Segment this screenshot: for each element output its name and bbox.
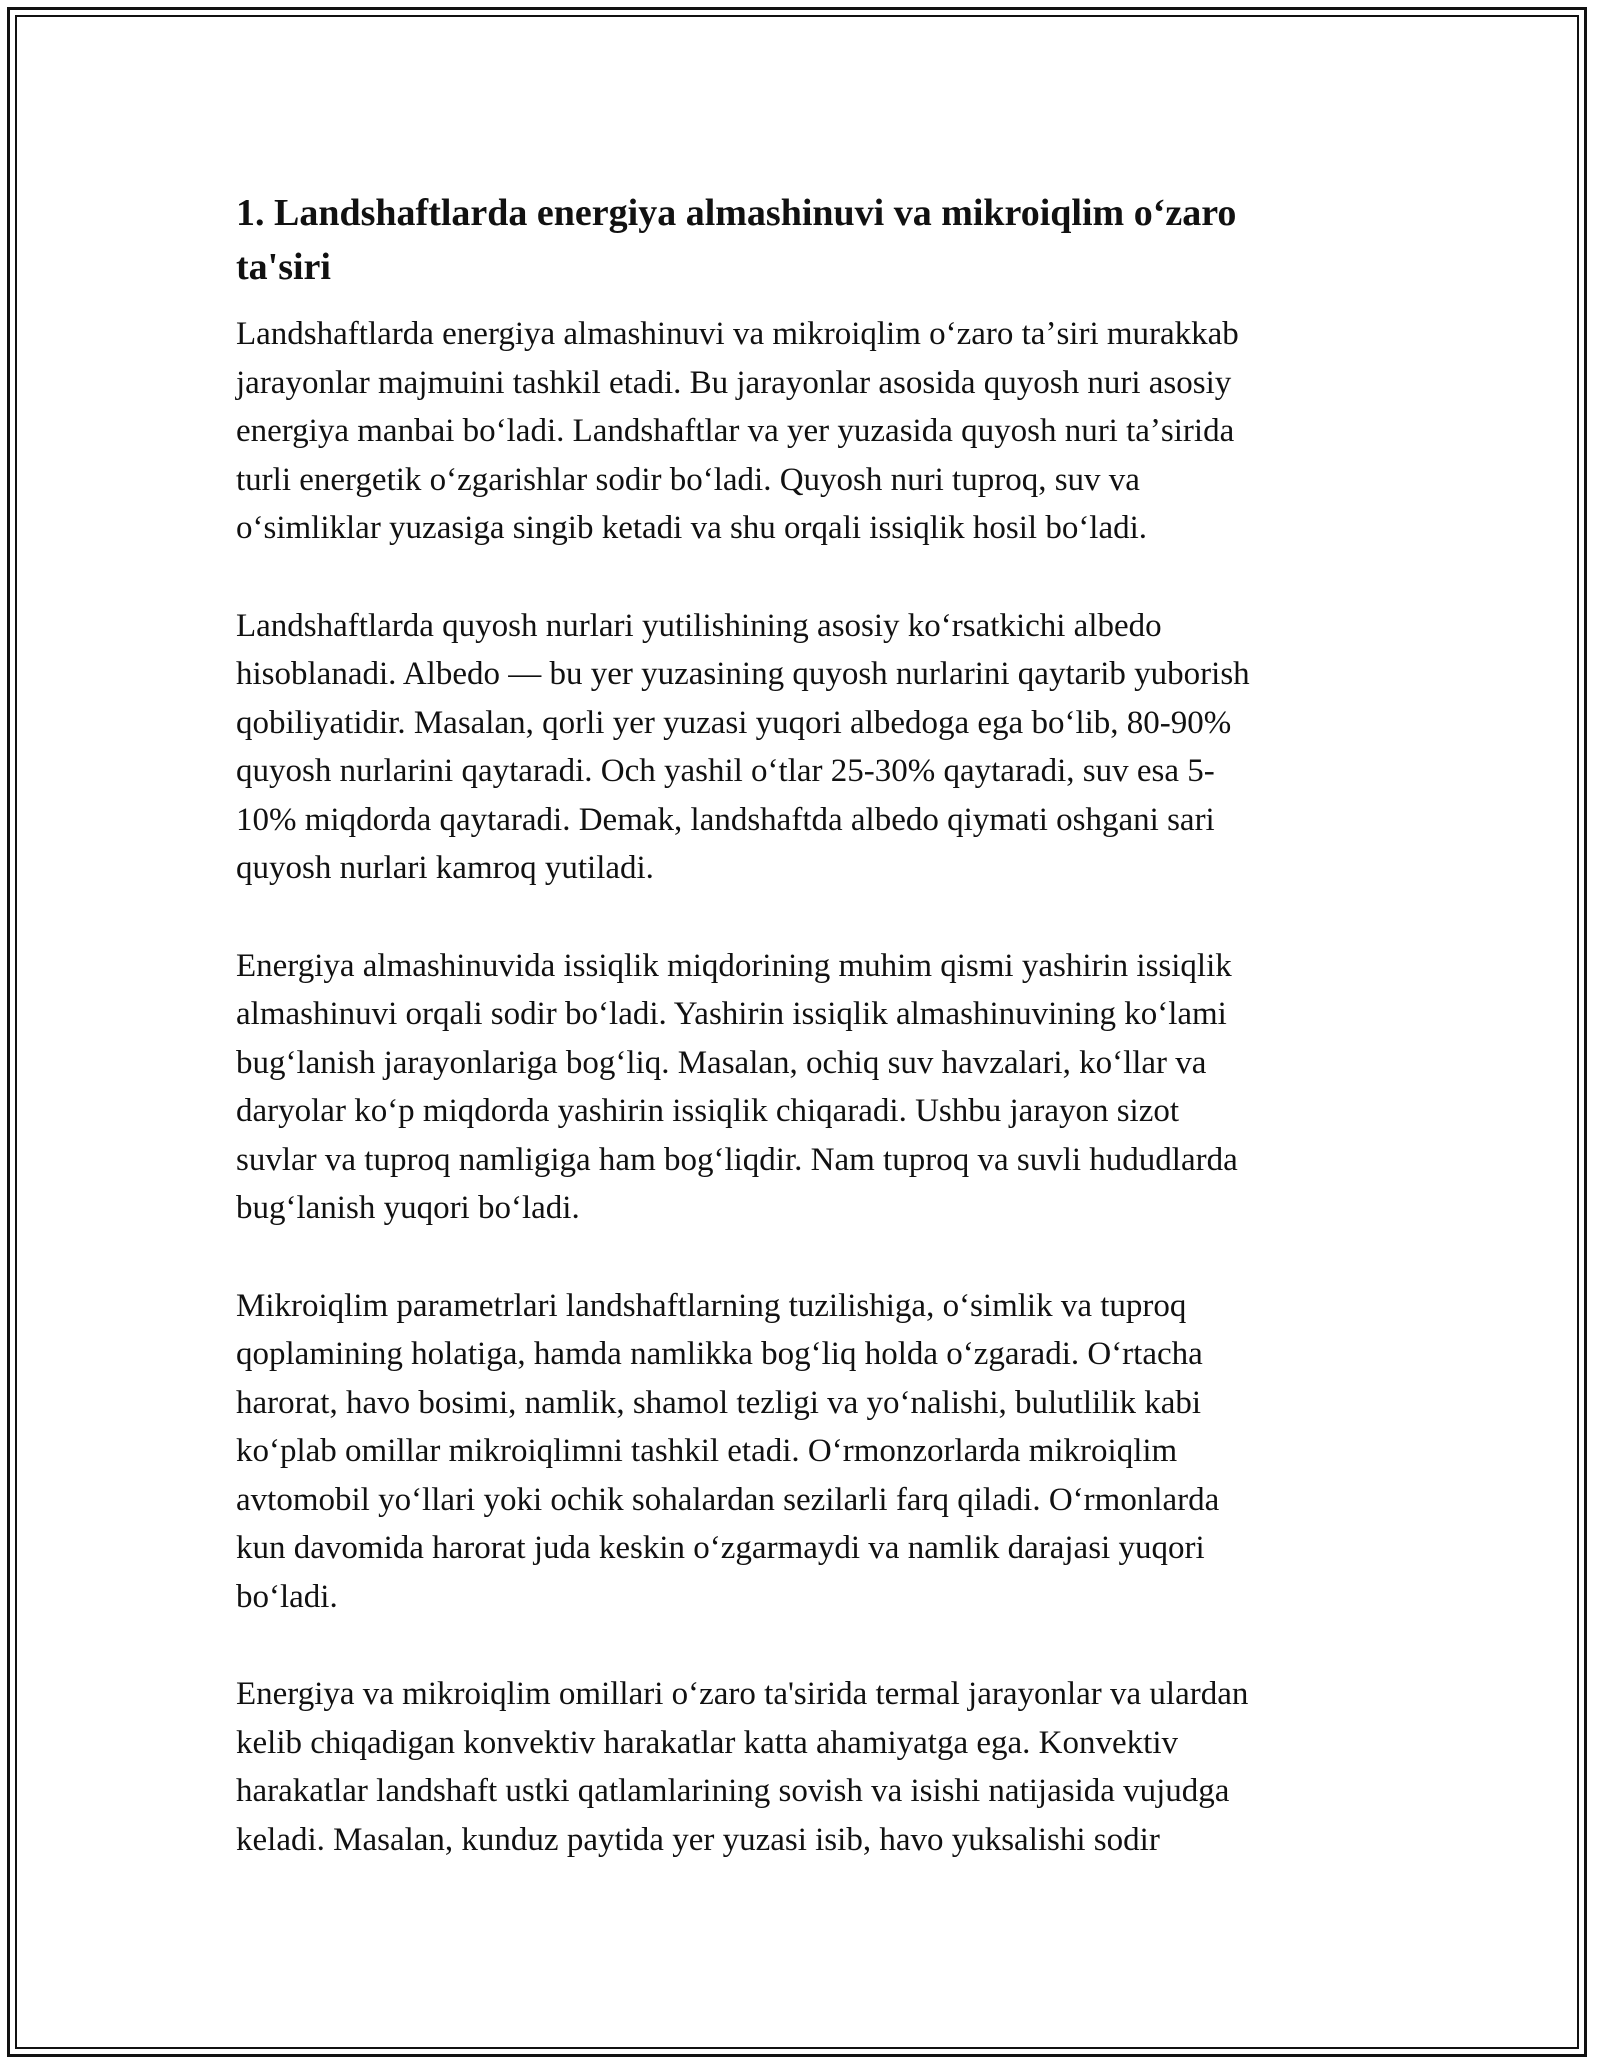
paragraph-line: qoplamining holatiga, hamda namlikka bogʻliq holda oʻzgaradi. Oʻrtacha [236,1336,1203,1372]
paragraph-line: keladi. Masalan, kunduz paytida yer yuzasi isib, havo yuksalishi sodir [236,1821,1160,1858]
paragraph-line: quyosh nurlarini qaytaradi. Och yashil oʻtlar 25-30% qaytaradi, suv esa 5- [236,753,1215,789]
paragraph-line: 10% miqdorda qaytaradi. Demak, landshaftda albedo qiymati oshgani sari [236,801,1215,838]
paragraph-line: koʻplab omillar mikroiqlimni tashkil etadi. Oʻrmonzorlarda mikroiqlim [236,1433,1178,1469]
paragraph-line: Mikroiqlim parametrlari landshaftlarning tuzilishiga, oʻsimlik va tuproq [236,1287,1187,1324]
paragraph-line: bugʻlanish jarayonlariga bogʻliq. Masalan, ochiq suv havzalari, koʻllar va [236,1044,1207,1081]
paragraph-albedo [236,602,1371,893]
paragraph-line: boʻladi. [236,1578,338,1615]
paragraph-line: Energiya almashinuvida issiqlik miqdorining muhim qismi yashirin issiqlik [236,947,1232,984]
paragraph-line: suvlar va tuproq namligiga ham bogʻliqdir. Nam tuproq va suvli hududlarda [236,1141,1238,1178]
section-heading [236,186,1371,294]
paragraph-line: oʻsimliklar yuzasiga singib ketadi va shu orqali issiqlik hosil boʻladi. [236,510,1148,546]
paragraph-line: jarayonlar majmuini tashkil etadi. Bu jarayonlar asosida quyosh nuri asosiy [236,364,1232,401]
paragraph-line: quyosh nurlari kamroq yutiladi. [236,850,654,886]
paragraph-line: daryolar koʻp miqdorda yashirin issiqlik chiqaradi. Ushbu jarayon sizot [236,1093,1180,1129]
paragraph-line: Landshaftlarda energiya almashinuvi va mikroiqlim oʻzaro taʼsiri murakkab [236,316,1239,352]
paragraph-line: energiya manbai boʻladi. Landshaftlar va yer yuzasida quyosh nuri taʼsirida [236,413,1235,449]
paragraph-line: Energiya va mikroiqlim omillari oʻzaro ta'sirida termal jarayonlar va ulardan [236,1676,1249,1712]
paragraph-line: harorat, havo bosimi, namlik, shamol tezligi va yoʻnalishi, bulutlilik kabi [236,1384,1202,1421]
paragraph-line: harakatlar landshaft ustki qatlamlarining sovish va isishi natijasida vujudga [236,1773,1230,1809]
paragraph-microclimate [236,1282,1371,1622]
paragraph-line: almashinuvi orqali sodir boʻladi. Yashirin issiqlik almashinuvining koʻlami [236,996,1227,1032]
paragraph-line: turli energetik oʻzgarishlar sodir boʻladi. Quyosh nuri tuproq, suv va [236,461,1140,498]
document-body [236,186,1371,1913]
paragraph-latent-heat [236,942,1371,1233]
paragraph-line: kelib chiqadigan konvektiv harakatlar katta ahamiyatga ega. Konvektiv [236,1724,1178,1761]
paragraph-energy-exchange [236,310,1371,553]
heading-line: 1. Landshaftlarda energiya almashinuvi va mikroiqlim oʻzaro [236,192,1237,234]
paragraph-line: Landshaftlarda quyosh nurlari yutilishining asosiy koʻrsatkichi albedo [236,607,1162,644]
paragraph-line: bugʻlanish yuqori boʻladi. [236,1190,580,1226]
paragraph-line: avtomobil yoʻllari yoki ochik sohalardan sezilarli farq qiladi. Oʻrmonlarda [236,1481,1220,1518]
heading-line: ta'siri [236,246,331,288]
paragraph-line: hisoblanadi. Albedo — bu yer yuzasining quyosh nurlarini qaytarib yuborish [236,656,1250,692]
paragraph-line: kun davomida harorat juda keskin oʻzgarmaydi va namlik darajasi yuqori [236,1530,1205,1566]
paragraph-line: qobiliyatidir. Masalan, qorli yer yuzasi yuqori albedoga ega boʻlib, 80-90% [236,704,1232,741]
paragraph-convection [236,1670,1371,1864]
